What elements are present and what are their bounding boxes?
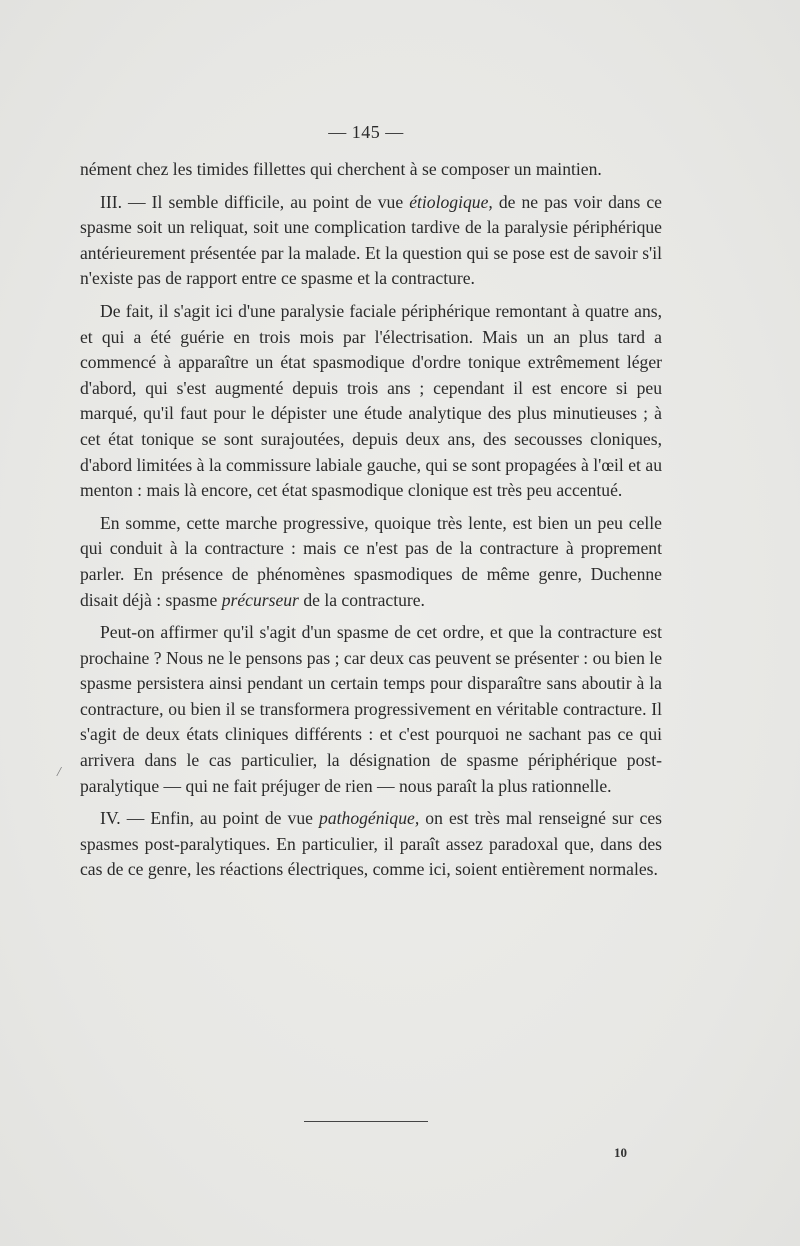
paragraph-en-somme — [80, 511, 662, 613]
signature-mark: 10 — [614, 1145, 627, 1160]
paragraph-section-iv — [80, 806, 662, 883]
text-run: de la contracture. — [298, 589, 425, 610]
italic-term: étiologique, — [409, 191, 493, 212]
text-run: nément chez les timides fillettes qui cherchent à se composer un maintien. — [80, 159, 602, 179]
text-run: Peut-on affirmer qu'il s'agit d'un spasme de cet ordre, et que la contracture est prochaine ? Nous ne le pensons pas ; car deux cas peuvent se présenter : ou bien le spasme persistera ainsi pendant un certain temps pour disparaître sans aboutir à la contracture, ou bien il se transformera progressivement en véritable contracture. Il s'agit de deux états cliniques différents : et c'est pourquoi ne sachant pas ce qui arrivera dans le cas particulier, la désignation de spasme périphérique post-paralytique — qui ne fait préjuger de rien — nous paraît la plus rationnelle. — [80, 622, 662, 796]
text-run: En somme, cette marche progressive, quoique très lente, est bien un peu celle qui conduit à la contracture : mais ce n'est pas de la contracture à proprement parler. En présence de phénomènes spasmodiques de même genre, Duchenne disait déjà : spasme — [80, 512, 662, 610]
text-run: De fait, il s'agit ici d'une paralysie faciale périphérique remontant à quatre ans, et qui a été guérie en trois mois par l'électrisation. Mais un an plus tard a commencé à apparaître un état spasmodique d'ordre tonique extrêmement léger d'abord, qui s'est augmenté depuis trois ans ; cependant il est encore si peu marqué, qu'il faut pour le dépister une étude analytique des plus minutieuses ; à cet état tonique se sont surajoutées, depuis deux ans, des secousses cloniques, d'abord limitées à la commissure labiale gauche, qui se sont propagées à l'œil et au menton : mais là encore, cet état spasmodique clonique est très peu accentué. — [80, 300, 662, 501]
paragraph-de-fait — [80, 299, 662, 504]
italic-term: précurseur — [221, 589, 299, 610]
margin-pencil-mark: / — [57, 765, 61, 780]
paragraph-section-iii — [80, 190, 662, 292]
text-run: de ne pas voir dans ce spasme soit un reliquat, soit une complication tardive de la paralysie périphérique antérieurement présentée par la malade. Et la question qui se pose est de savoir s'il n'existe pas de rapport entre ce spasme et la contracture. — [80, 191, 662, 289]
text-run: IV. — Enfin, au point de vue — [100, 808, 320, 829]
body-text — [80, 157, 662, 883]
italic-term: pathogénique, — [319, 808, 420, 829]
text-run: III. — Il semble difficile, au point de vue — [100, 191, 410, 212]
end-rule-divider — [304, 1121, 428, 1122]
paragraph-continuation — [80, 157, 662, 183]
paragraph-peut-on — [80, 620, 662, 799]
page-number: — 145 — — [328, 122, 404, 142]
text-run: on est très mal renseigné sur ces spasmes post-paralytiques. En particulier, il paraît assez paradoxal que, dans des cas de ce genre, les réactions électriques, comme ici, soient entièrement normales. — [80, 808, 662, 880]
